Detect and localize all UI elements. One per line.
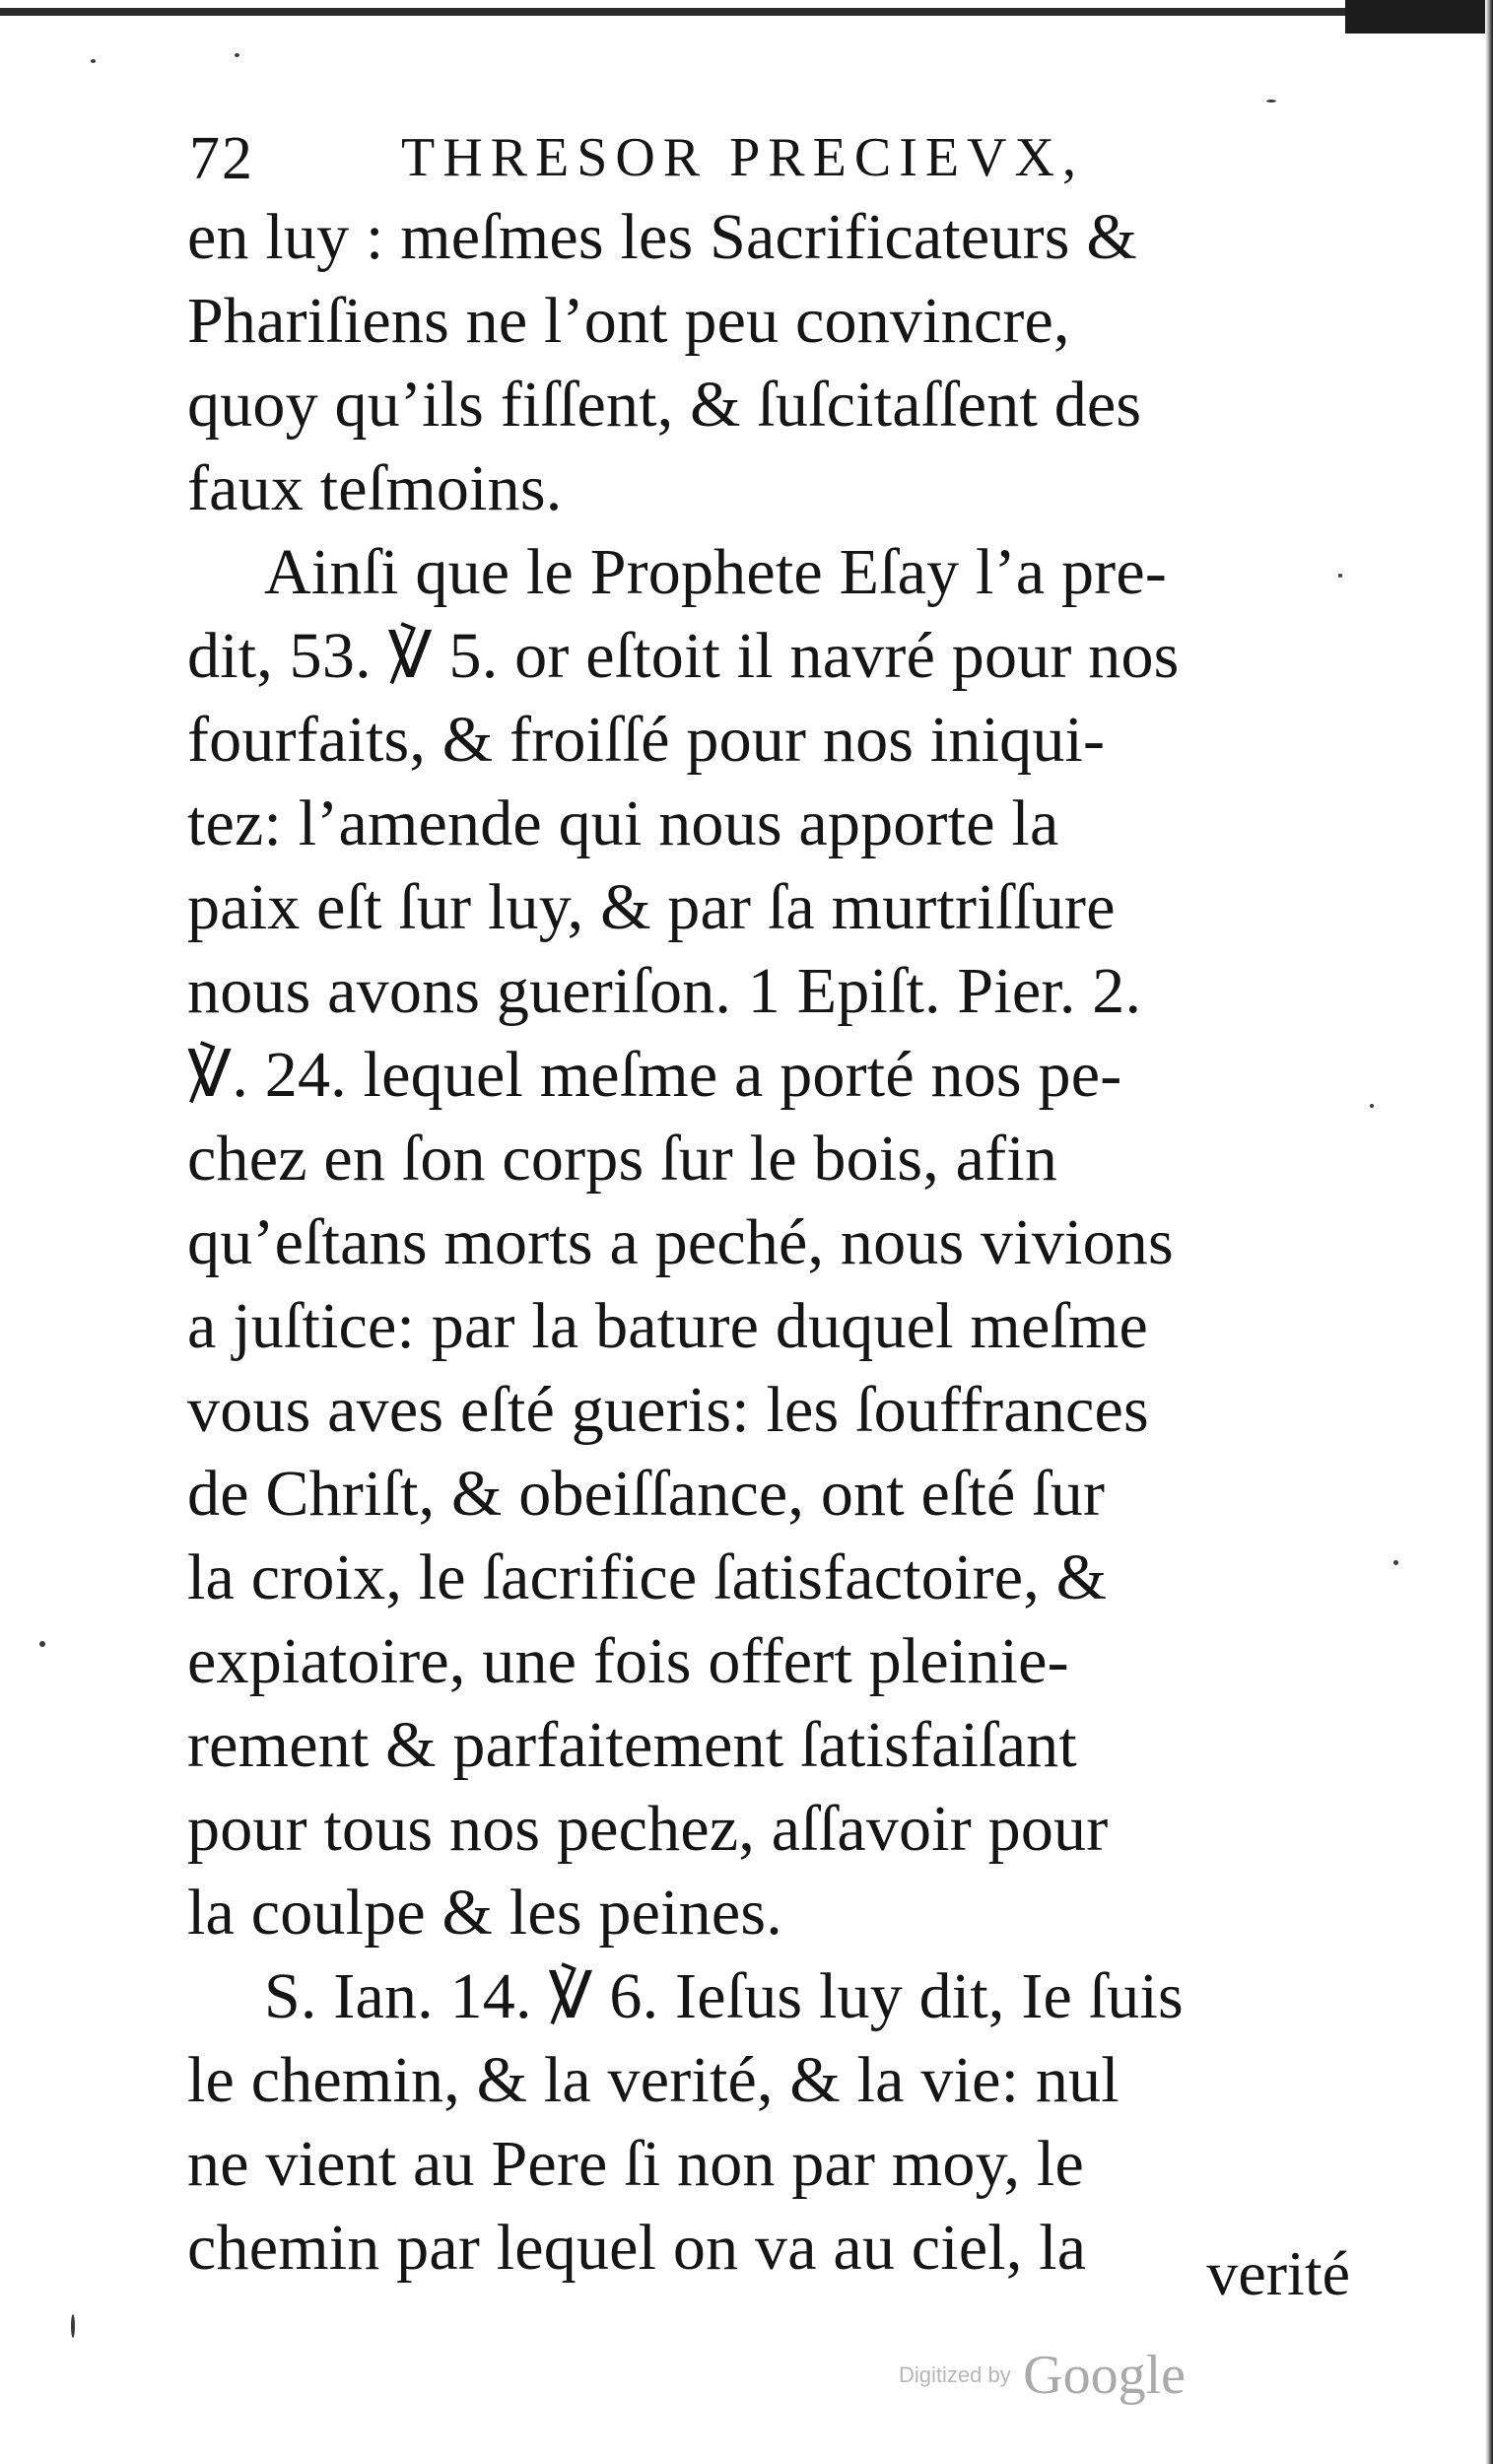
text-line: la croix, le ſacrifice ſatisfactoire, &	[187, 1541, 1108, 1613]
digitized-by-watermark	[899, 2344, 1186, 2407]
text-line: faux teſmoins.	[187, 452, 563, 524]
page-body-text	[187, 195, 1350, 2290]
scan-top-edge	[0, 0, 1493, 34]
text-line: de Chriſt, & obeiſſance, ont eſté ſur	[187, 1458, 1106, 1530]
text-line: la coulpe & les peines.	[187, 1877, 782, 1949]
page-number: 72	[189, 125, 254, 192]
text-line: qu’eſtans morts a peché, nous vivions	[187, 1206, 1174, 1278]
text-line: Phariſiens ne l’ont peu convincre,	[187, 285, 1070, 357]
text-line: le chemin, & la verité, & la vie: nul	[187, 2044, 1120, 2116]
scan-speck	[1370, 1104, 1374, 1108]
text-line: pour tous nos pechez, aſſavoir pour	[187, 1793, 1109, 1865]
text-line: ℣. 24. lequel meſme a porté nos pe-	[187, 1039, 1122, 1111]
text-line: quoy qu’ils fiſſent, & ſuſcitaſſent des	[187, 369, 1142, 441]
text-line: fourfaits, & froiſſé pour nos iniqui-	[187, 704, 1106, 776]
text-line: a juſtice: par la bature duquel meſme	[187, 1290, 1149, 1362]
scan-top-dark-corner	[1345, 0, 1493, 34]
text-line: vous aves eſté gueris: les ſouffrances	[187, 1374, 1149, 1446]
text-line: nous avons gueriſon. 1 Epiſt. Pier. 2.	[187, 955, 1142, 1027]
page-right-edge	[1485, 0, 1493, 2464]
scan-speck	[91, 59, 96, 63]
running-head-title: THRESOR PRECIEVX,	[401, 127, 1084, 188]
text-line: chez en ſon corps ſur le bois, afin	[187, 1123, 1058, 1195]
scan-speck	[1393, 1560, 1398, 1565]
scan-speck	[71, 2314, 75, 2338]
text-line: tez: l’amende qui nous apporte la	[187, 787, 1059, 859]
catchword: verité	[1206, 2238, 1350, 2308]
text-line: expiatoire, une fois offert pleinie-	[187, 1625, 1069, 1697]
scan-speck	[235, 53, 239, 57]
running-head	[189, 124, 1352, 203]
text-line: paix eſt ſur luy, & par ſa murtriſſure	[187, 871, 1116, 943]
google-logo: Google	[1023, 2345, 1187, 2406]
paragraph-start-line: Ainſi que le Prophete Eſay l’a pre-	[264, 536, 1168, 608]
paragraph-start-line: S. Ian. 14. ℣ 6. Ieſus luy dit, Ie ſuis	[264, 1960, 1184, 2032]
text-line: chemin par lequel on va au ciel, la	[187, 2212, 1087, 2284]
scan-speck	[39, 1641, 45, 1647]
scan-speck	[1266, 100, 1276, 103]
text-line: en luy : meſmes les Sacrificateurs &	[187, 201, 1137, 273]
text-line: rement & parfaitement ſatisfaiſant	[187, 1709, 1077, 1781]
text-line: ne vient au Pere ſi non par moy, le	[187, 2128, 1084, 2200]
digitized-by-label: Digitized by	[899, 2362, 1011, 2387]
text-line: dit, 53. ℣ 5. or eſtoit il navré pour nos	[187, 620, 1180, 692]
